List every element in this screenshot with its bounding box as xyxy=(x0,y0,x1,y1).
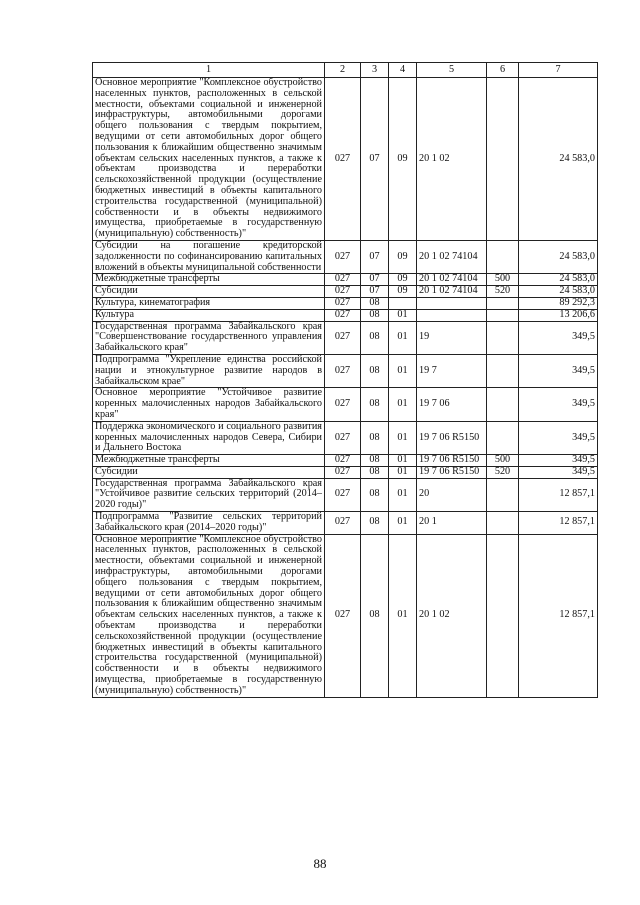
table-row xyxy=(93,534,598,697)
header-col-5: 5 xyxy=(417,63,487,78)
table-row xyxy=(93,309,598,321)
header-col-7: 7 xyxy=(519,63,598,78)
header-col-2: 2 xyxy=(325,63,361,78)
row-amount: 349,5 xyxy=(519,354,598,387)
row-subsection: 09 xyxy=(389,286,417,298)
row-target-article: 19 7 xyxy=(417,354,487,387)
row-expense-type xyxy=(487,534,519,697)
row-expense-type: 520 xyxy=(487,286,519,298)
row-section: 07 xyxy=(361,240,389,273)
row-name: Культура xyxy=(93,309,325,321)
row-admin-code: 027 xyxy=(325,421,361,454)
row-amount: 12 857,1 xyxy=(519,512,598,535)
row-name: Государственная программа Забайкальского края "Устойчивое развитие сельских территорий (2014–2020 годы)" xyxy=(93,478,325,511)
row-amount: 24 583,0 xyxy=(519,240,598,273)
row-amount: 349,5 xyxy=(519,455,598,467)
header-col-3: 3 xyxy=(361,63,389,78)
row-subsection: 01 xyxy=(389,321,417,354)
row-admin-code: 027 xyxy=(325,78,361,241)
table-row xyxy=(93,240,598,273)
table-row xyxy=(93,78,598,241)
row-amount: 349,5 xyxy=(519,388,598,421)
row-admin-code: 027 xyxy=(325,274,361,286)
row-name: Основное мероприятие "Комплексное обустройство населенных пунктов, расположенных в сельской местности, объектами социальной и инженерной инфраструктуры, автомобильными дорогами общего пользования с твердым покрытием, ведущими от сети автомобильных дорог общего пользования к ближайшим общественно значимым объектам сельских населенных пунктов, а также к объектам производства и переработки сельскохозяйственной продукции (осуществление бюджетных инвестиций в объекты капитального строительства государственной (муниципальной) собственности и в объекты недвижимого имущества, приобретаемые в государственную (муниципальную) собственность)" xyxy=(93,534,325,697)
row-amount: 349,5 xyxy=(519,421,598,454)
row-name: Подпрограмма "Развитие сельских территорий Забайкальского края (2014–2020 годы)" xyxy=(93,512,325,535)
table-row xyxy=(93,286,598,298)
row-expense-type: 500 xyxy=(487,455,519,467)
row-amount: 349,5 xyxy=(519,321,598,354)
row-expense-type xyxy=(487,309,519,321)
row-target-article: 20 1 02 74104 xyxy=(417,274,487,286)
row-section: 08 xyxy=(361,466,389,478)
row-expense-type xyxy=(487,354,519,387)
row-target-article: 20 xyxy=(417,478,487,511)
row-admin-code: 027 xyxy=(325,478,361,511)
table-row xyxy=(93,297,598,309)
row-section: 08 xyxy=(361,512,389,535)
header-col-4: 4 xyxy=(389,63,417,78)
row-admin-code: 027 xyxy=(325,240,361,273)
row-section: 08 xyxy=(361,421,389,454)
table-row xyxy=(93,354,598,387)
row-admin-code: 027 xyxy=(325,466,361,478)
row-amount: 89 292,3 xyxy=(519,297,598,309)
row-expense-type xyxy=(487,478,519,511)
row-name: Межбюджетные трансферты xyxy=(93,274,325,286)
table-row xyxy=(93,512,598,535)
row-expense-type xyxy=(487,421,519,454)
table-row xyxy=(93,388,598,421)
header-col-6: 6 xyxy=(487,63,519,78)
row-expense-type xyxy=(487,321,519,354)
row-subsection: 01 xyxy=(389,466,417,478)
table-row xyxy=(93,455,598,467)
row-name: Подпрограмма "Укрепление единства российской нации и этнокультурное развитие народов в Забайкальском крае" xyxy=(93,354,325,387)
row-section: 08 xyxy=(361,297,389,309)
row-name: Субсидии xyxy=(93,286,325,298)
table-row xyxy=(93,421,598,454)
row-admin-code: 027 xyxy=(325,354,361,387)
row-expense-type xyxy=(487,388,519,421)
row-subsection: 09 xyxy=(389,240,417,273)
row-section: 08 xyxy=(361,354,389,387)
row-target-article: 20 1 xyxy=(417,512,487,535)
row-subsection: 01 xyxy=(389,421,417,454)
row-target-article xyxy=(417,297,487,309)
row-amount: 24 583,0 xyxy=(519,274,598,286)
table-row xyxy=(93,478,598,511)
row-amount: 12 857,1 xyxy=(519,534,598,697)
row-section: 07 xyxy=(361,274,389,286)
row-section: 08 xyxy=(361,455,389,467)
row-section: 08 xyxy=(361,478,389,511)
row-expense-type: 500 xyxy=(487,274,519,286)
row-amount: 13 206,6 xyxy=(519,309,598,321)
row-admin-code: 027 xyxy=(325,309,361,321)
row-subsection: 01 xyxy=(389,388,417,421)
row-section: 08 xyxy=(361,309,389,321)
row-expense-type xyxy=(487,512,519,535)
row-target-article: 19 xyxy=(417,321,487,354)
row-admin-code: 027 xyxy=(325,455,361,467)
row-target-article: 19 7 06 xyxy=(417,388,487,421)
row-name: Поддержка экономического и социального развития коренных малочисленных народов Севера, Сибири и Дальнего Востока xyxy=(93,421,325,454)
row-amount: 12 857,1 xyxy=(519,478,598,511)
row-target-article: 20 1 02 74104 xyxy=(417,286,487,298)
table-row xyxy=(93,466,598,478)
row-name: Государственная программа Забайкальского края "Совершенствование государственного управления Забайкальского края" xyxy=(93,321,325,354)
row-admin-code: 027 xyxy=(325,512,361,535)
header-col-1: 1 xyxy=(93,63,325,78)
row-target-article: 19 7 06 R5150 xyxy=(417,421,487,454)
row-subsection: 01 xyxy=(389,534,417,697)
row-amount: 24 583,0 xyxy=(519,78,598,241)
row-expense-type xyxy=(487,78,519,241)
table-row xyxy=(93,321,598,354)
row-target-article: 20 1 02 xyxy=(417,78,487,241)
row-name: Основное мероприятие "Комплексное обустройство населенных пунктов, расположенных в сельской местности, объектами социальной и инженерной инфраструктуры, автомобильными дорогами общего пользования с твердым покрытием, ведущими от сети автомобильных дорог общего пользования к ближайшим общественно значимым объектам сельских населенных пунктов, а также к объектам производства и переработки сельскохозяйственной продукции (осуществление бюджетных инвестиций в объекты капитального строительства государственной (муниципальной) собственности и в объекты недвижимого имущества, приобретаемые в государственную (муниципальную) собственность)" xyxy=(93,78,325,241)
row-subsection: 09 xyxy=(389,274,417,286)
row-amount: 24 583,0 xyxy=(519,286,598,298)
budget-table xyxy=(92,62,598,698)
row-subsection: 01 xyxy=(389,309,417,321)
row-target-article: 19 7 06 R5150 xyxy=(417,466,487,478)
row-target-article: 19 7 06 R5150 xyxy=(417,455,487,467)
row-expense-type xyxy=(487,240,519,273)
row-admin-code: 027 xyxy=(325,321,361,354)
row-subsection xyxy=(389,297,417,309)
row-name: Субсидии xyxy=(93,466,325,478)
row-admin-code: 027 xyxy=(325,286,361,298)
row-admin-code: 027 xyxy=(325,534,361,697)
row-section: 08 xyxy=(361,321,389,354)
table-header-row xyxy=(93,63,598,78)
row-name: Межбюджетные трансферты xyxy=(93,455,325,467)
row-subsection: 01 xyxy=(389,455,417,467)
row-expense-type: 520 xyxy=(487,466,519,478)
row-subsection: 01 xyxy=(389,512,417,535)
table-row xyxy=(93,274,598,286)
row-subsection: 09 xyxy=(389,78,417,241)
row-name: Основное мероприятие "Устойчивое развитие коренных малочисленных народов Забайкальского края" xyxy=(93,388,325,421)
row-section: 07 xyxy=(361,78,389,241)
row-section: 08 xyxy=(361,534,389,697)
row-target-article: 20 1 02 xyxy=(417,534,487,697)
row-subsection: 01 xyxy=(389,354,417,387)
row-amount: 349,5 xyxy=(519,466,598,478)
row-target-article: 20 1 02 74104 xyxy=(417,240,487,273)
row-admin-code: 027 xyxy=(325,388,361,421)
row-expense-type xyxy=(487,297,519,309)
page-number: 88 xyxy=(313,856,327,871)
row-subsection: 01 xyxy=(389,478,417,511)
row-name: Субсидии на погашение кредиторской задолженности по софинансированию капитальных вложений в объекты муниципальной собственности xyxy=(93,240,325,273)
row-admin-code: 027 xyxy=(325,297,361,309)
row-name: Культура, кинематография xyxy=(93,297,325,309)
row-section: 07 xyxy=(361,286,389,298)
row-target-article xyxy=(417,309,487,321)
row-section: 08 xyxy=(361,388,389,421)
